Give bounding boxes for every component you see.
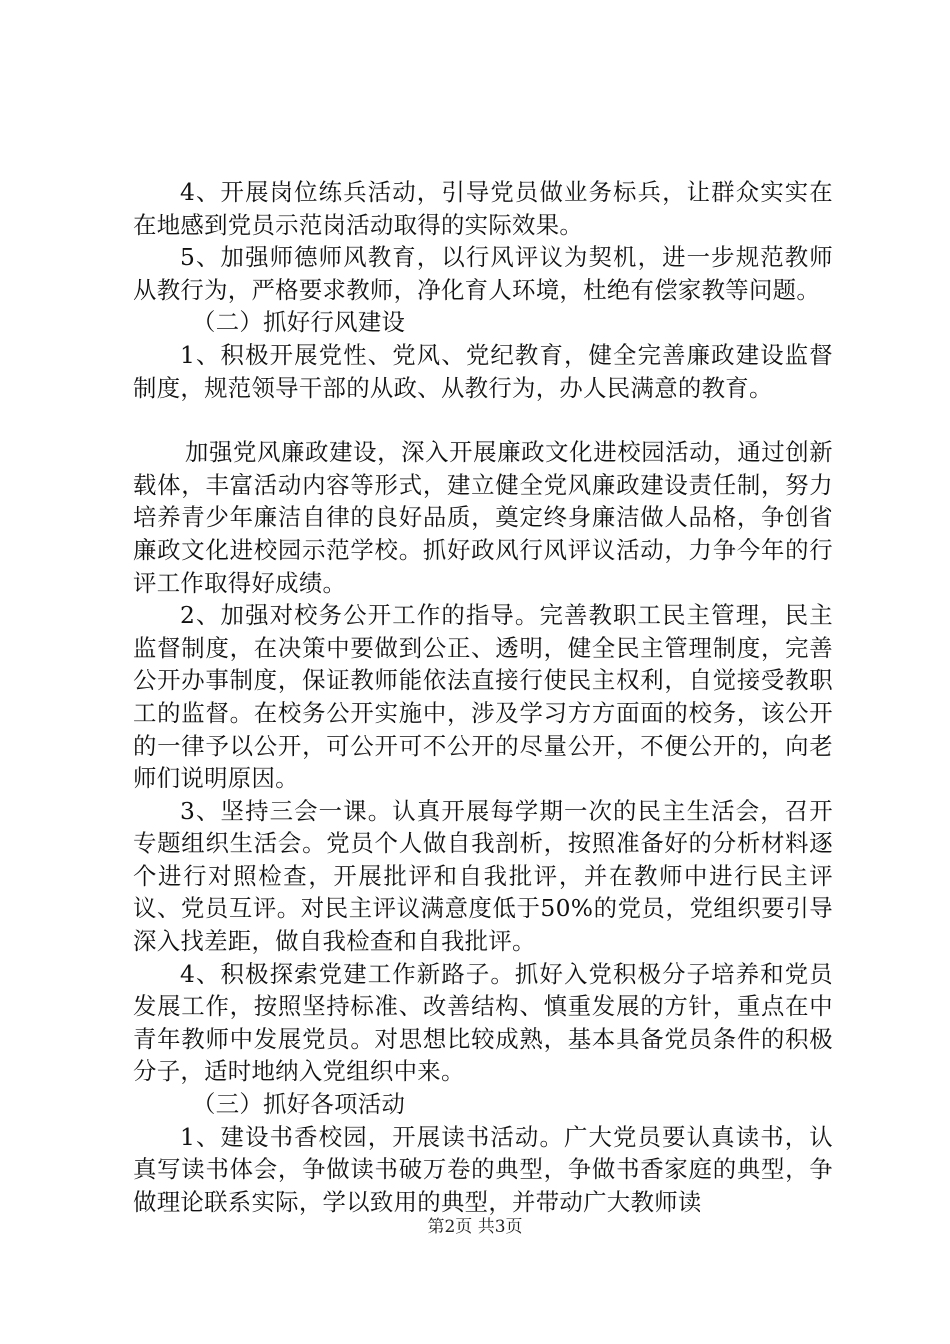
paragraph-item-4-practice: 4、开展岗位练兵活动，引导党员做业务标兵，让群众实实在在地感到党员示范岗活动取得的实际效果。 <box>133 178 833 239</box>
paragraph-item-4-party-building: 4、积极探索党建工作新路子。抓好入党积极分子培养和党员发展工作，按照坚持标准、改善结构、慎重发展的方针，重点在中青年教师中发展党员。对思想比较成熟，基本具备党员条件的积极分子，适时地纳入党组织中来。 <box>133 959 833 1086</box>
paragraph-item-3-meetings: 3、坚持三会一课。认真开展每学期一次的民主生活会，召开专题组织生活会。党员个人做自我剖析，按照准备好的分析材料逐个进行对照检查，开展批评和自我批评，并在教师中进行民主评议、党员互评。对民主评议满意度低于50%的党员，党组织要引导深入找差距，做自我检查和自我批评。 <box>133 796 833 956</box>
document-body <box>133 176 833 1218</box>
paragraph-item-5-ethics: 5、加强师德师风教育，以行风评议为契机，进一步规范教师从教行为，严格要求教师，净化育人环境，杜绝有偿家教等问题。 <box>133 243 833 304</box>
paragraph-item-1-reading: 1、建设书香校园，开展读书活动。广大党员要认真读书，认真写读书体会，争做读书破万卷的典型，争做书香家庭的典型，争做理论联系实际，学以致用的典型，并带动广大教师读 <box>133 1122 833 1216</box>
section-heading-2: （二）抓好行风建设 <box>192 308 406 337</box>
paragraph-item-1-education: 1、积极开展党性、党风、党纪教育，健全完善廉政建设监督制度，规范领导干部的从政、从教行为，办人民满意的教育。 <box>133 340 833 402</box>
page-number-footer: 第2页 共3页 <box>427 1217 523 1237</box>
paragraph-item-2-transparency: 2、加强对校务公开工作的指导。完善教职工民主管理，民主监督制度，在决策中要做到公正、透明，健全民主管理制度，完善公开办事制度，保证教师能依法直接行使民主权利，自觉接受教职工的监督。在校务公开实施中，涉及学习方方面面的校务，该公开的一律予以公开，可公开可不公开的尽量公开，不便公开的，向老师们说明原因。 <box>133 601 833 793</box>
section-heading-3: （三）抓好各项活动 <box>192 1090 406 1119</box>
paragraph-integrity-culture: 加强党风廉政建设，深入开展廉政文化进校园活动，通过创新载体，丰富活动内容等形式，建立健全党风廉政建设责任制，努力培养青少年廉洁自律的良好品质，奠定终身廉洁做人品格，争创省廉政文化进校园示范学校。抓好政风行风评议活动，力争今年的行评工作取得好成绩。 <box>133 438 833 597</box>
